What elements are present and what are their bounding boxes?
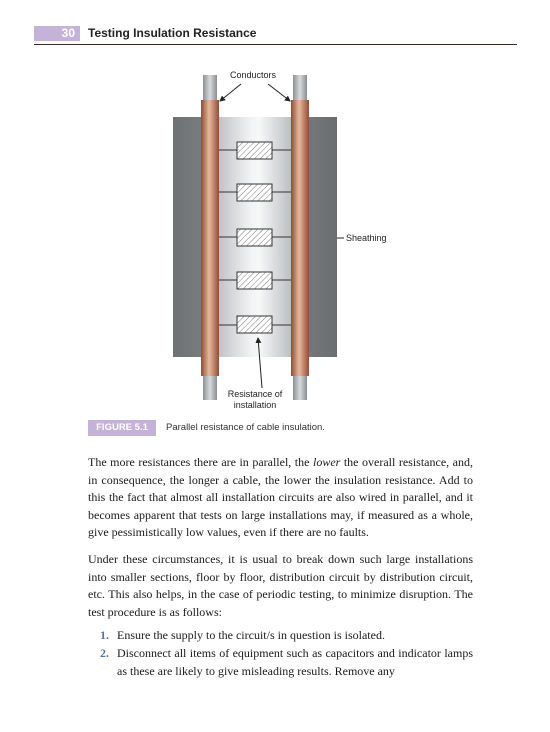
list-number: 1. [100,628,109,643]
label-sheathing: Sheathing [346,233,387,243]
body-text [88,454,473,680]
figure-label-badge: FIGURE 5.1 [88,420,156,436]
list-text: Disconnect all items of equipment such as capacitors and indicator lamps as these are likely to give misleading results. Remove any [117,645,473,678]
emphasis-lower: lower [312,455,341,469]
page-number: 30 [34,26,80,41]
paragraph-2: Under these circumstances, it is usual to break down such large installations into smaller sections, floor by floor, distribution circuit by distribution circuit, etc. This also helps, in the case of periodic testing, to minimize disruption. The test procedure is as follows: [88,551,473,619]
list-item [88,645,473,680]
right-conductor [291,100,309,376]
figure-caption-text: Parallel resistance of cable insulation. [166,422,325,433]
label-resistance-line2: installation [233,400,277,410]
procedure-list [88,627,473,680]
left-conductor [201,100,219,376]
list-text: Ensure the supply to the circuit/s in question is isolated. [117,628,385,643]
label-resistance-line1: Resistance of [227,389,283,399]
list-number: 2. [100,645,109,660]
list-item [88,627,473,645]
running-title: Testing Insulation Resistance [88,26,257,40]
label-conductors: Conductors [230,70,277,80]
paragraph-1: The more resistances there are in parallel, the lower the overall resistance, and, in consequence, the longer a cable, the lower the insulation resistance. Add to this the fact that almost all installation circuits are also wired in parallel, and it becomes apparent that tests on large installations may, if measured as a whole, give pessimistically low values, even if there are no faults. [88,455,473,540]
label-resistance [221,389,289,411]
